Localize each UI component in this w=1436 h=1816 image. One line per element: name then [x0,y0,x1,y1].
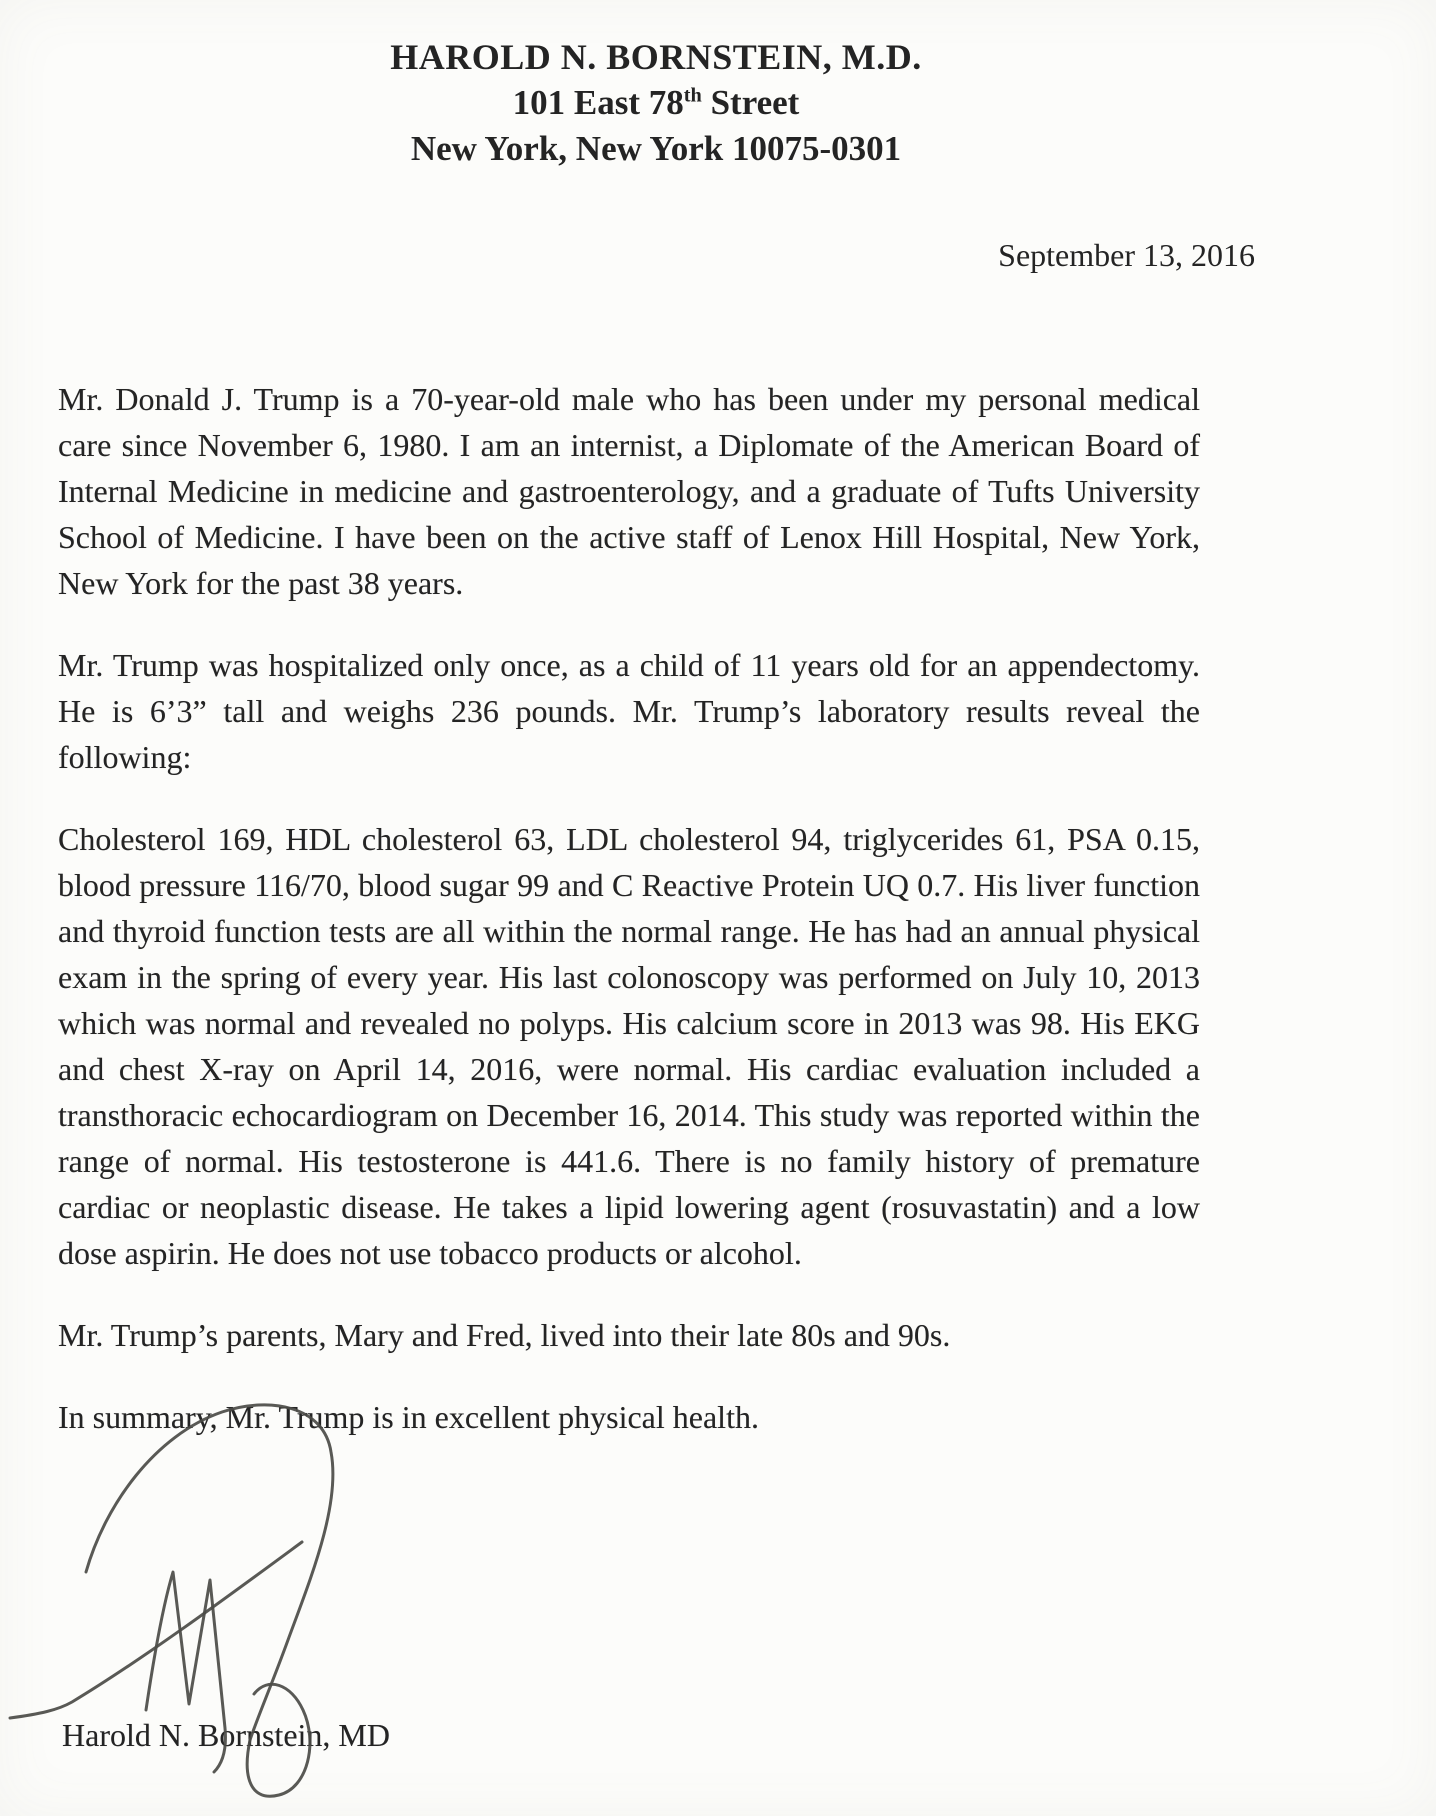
paragraph-lab-results: Cholesterol 169, HDL cholesterol 63, LDL cholesterol 94, triglycerides 61, PSA 0.15, blood pressure 116/70, blood sugar 99 and C Reactive Protein UQ 0.7. His liver function and thyroid function tests are all within the normal range. He has had an annual physical exam in the spring of every year. His last colonoscopy was performed on July 10, 2013 which was normal and revealed no polyps. His calcium score in 2013 was 98. His EKG and chest X-ray on April 14, 2016, were normal. His cardiac evaluation included a transthoracic echocardiogram on December 16, 2014. This study was reported within the range of normal. His testosterone is 441.6. There is no family history of premature cardiac or neoplastic disease. He takes a lipid lowering agent (rosuvastatin) and a low dose aspirin. He does not use tobacco products or alcohol. [58,821,1200,1271]
signer-typed-name: Harold N. Bornstein, MD [62,1717,390,1753]
letterhead-city-line: New York, New York 10075-0301 [410,129,902,168]
letter-date: September 13, 2016 [998,237,1255,273]
signature-stroke-diagonal [10,1542,302,1718]
letterhead-street-line [0,80,1312,126]
letterhead [0,0,1436,172]
signature-stroke-lasso [86,1405,333,1740]
street-ordinal-text: th [683,84,702,107]
signature-block [62,1712,390,1758]
paragraph-introduction: Mr. Donald J. Trump is a 70-year-old male who has been under my personal medical care since November 6, 1980. I am an internist, a Diplomate of the American Board of Internal Medicine in medicine and gastroenterology, and a graduate of Tufts University School of Medicine. I have been on the active staff of Lenox Hill Hospital, New York, New York for the past 38 years. [58,381,1200,601]
paragraph-summary: In summary, Mr. Trump is in excellent physical health. [58,1399,759,1435]
street-name-text: Street [701,83,800,122]
paragraph-hospitalization: Mr. Trump was hospitalized only once, as a child of 11 years old for an appendectomy. He is 6’3” tall and weighs 236 pounds. Mr. Trump’s laboratory results reveal the following: [58,647,1200,775]
letter-body [58,376,1200,1440]
paragraph-parents: Mr. Trump’s parents, Mary and Fred, lived into their late 80s and 90s. [58,1317,951,1353]
street-number-text: 101 East 78 [512,83,684,122]
letterhead-name: HAROLD N. BORNSTEIN, M.D. [390,37,922,77]
